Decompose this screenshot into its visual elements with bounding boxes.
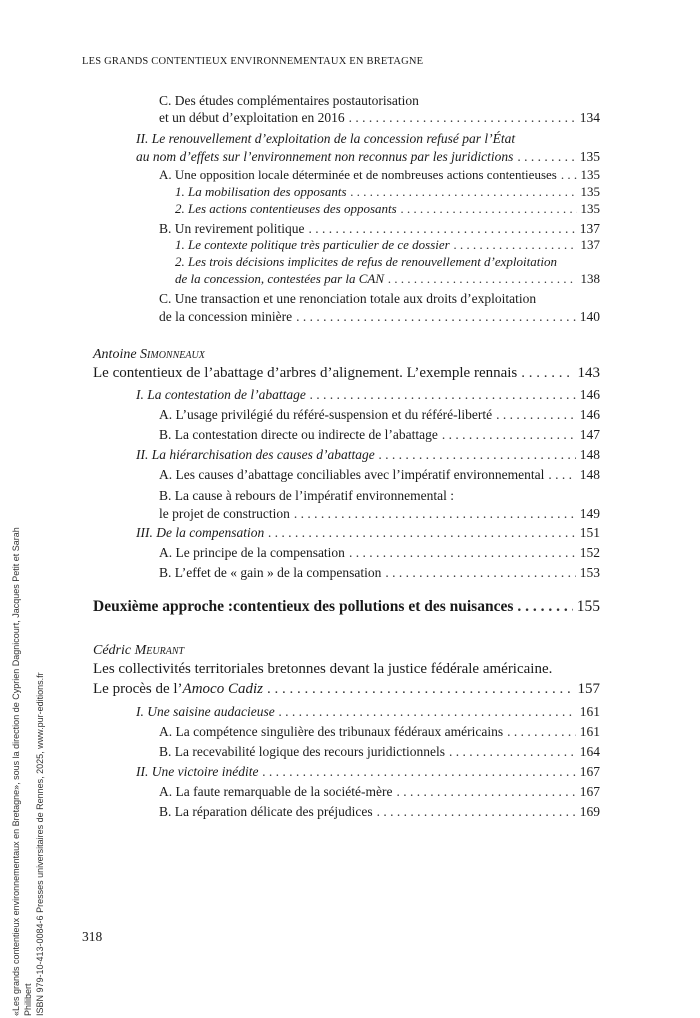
part-heading: Deuxième approche :contentieux des pollutions et des nuisances . . . 155 (93, 598, 600, 615)
toc-entry: B. La contestation directe ou indirecte de l’abattage . . . 147 (159, 426, 600, 443)
toc-entry: A. Les causes d’abattage conciliables avec l’impératif environnemental . . . 148 (159, 466, 600, 483)
toc-entry: A. Une opposition locale déterminée et de nombreuses actions contentieuses . . . 135 (159, 166, 600, 183)
toc-entry: de la concession minière . . . 140 (159, 308, 600, 325)
toc-entry: B. L’effet de « gain » de la compensation . . . 153 (159, 564, 600, 581)
toc-entry: II. Une victoire inédite . . . 167 (136, 763, 600, 780)
toc-entry: A. La compétence singulière des tribunaux fédéraux américains . . . 161 (159, 723, 600, 740)
toc-entry: B. La recevabilité logique des recours juridictionnels . . . 164 (159, 743, 600, 760)
toc-entry: A. L’usage privilégié du référé-suspension et du référé-liberté . . . 146 (159, 406, 600, 423)
copyright-side-note (10, 516, 46, 1016)
toc-entry-text: 2. Les trois décisions implicites de refus de renouvellement d’exploitation (175, 254, 557, 269)
running-header: LES GRANDS CONTENTIEUX ENVIRONNEMENTAUX EN BRETAGNE (82, 56, 424, 67)
toc-entry-text: C. Une transaction et une renonciation totale aux droits d’exploitation (159, 291, 537, 306)
toc-entry: III. De la compensation . . . 151 (136, 524, 600, 541)
toc-entry: B. La réparation délicate des préjudices . . . 169 (159, 803, 600, 820)
page-number: 318 (82, 929, 103, 944)
chapter-title-entry: Le procès de l’Amoco Cadiz . . . 157 (93, 681, 600, 698)
chapter-author: Antoine Simonneaux (93, 347, 205, 362)
toc-entry-text: II. Le renouvellement d’exploitation de la concession refusé par l’État (136, 131, 516, 146)
toc-entry: et un début d’exploitation en 2016 . . . 134 (159, 109, 600, 126)
chapter-title-entry: Le contentieux de l’abattage d’arbres d’alignement. L’exemple rennais . . . 143 (93, 365, 600, 382)
side-note-line2: ISBN 979-10-413-0084-6 Presses universitaires de Rennes, 2025, www.pur-editions.fr (35, 672, 45, 1016)
toc-entry: 1. La mobilisation des opposants . . . 135 (175, 183, 600, 200)
side-note-line1: «Les grands contentieux environnementaux en Bretagne», sous la direction de Cyprien Dagnicourt, Jacques Petit et Sarah Philibert (11, 527, 33, 1016)
toc-entry: B. Un revirement politique . . . 137 (159, 220, 600, 237)
toc-entry: le projet de construction . . . 149 (159, 505, 600, 522)
toc-entry-text: C. Des études complémentaires postautorisation (159, 93, 419, 108)
toc-entry: I. La contestation de l’abattage . . . 146 (136, 386, 600, 403)
toc-entry-text: B. La cause à rebours de l’impératif environnemental : (159, 488, 455, 503)
toc-entry: A. La faute remarquable de la société-mère . . . 167 (159, 783, 600, 800)
toc-entry: I. Une saisine audacieuse . . . 161 (136, 703, 600, 720)
chapter-author: Cédric Meurant (93, 643, 185, 658)
toc-entry: II. La hiérarchisation des causes d’abattage . . . 148 (136, 446, 600, 463)
toc-entry: de la concession, contestées par la CAN . . . 138 (175, 270, 600, 287)
toc-entry: au nom d’effets sur l’environnement non reconnus par les juridictions . . . 135 (136, 148, 600, 165)
toc-entry: 2. Les actions contentieuses des opposants . . . 135 (175, 200, 600, 217)
toc-entry: A. Le principe de la compensation . . . 152 (159, 544, 600, 561)
chapter-title-line: Les collectivités territoriales bretonnes devant la justice fédérale américaine. (93, 661, 553, 677)
toc-entry: 1. Le contexte politique très particulier de ce dossier . . . 137 (175, 236, 600, 253)
